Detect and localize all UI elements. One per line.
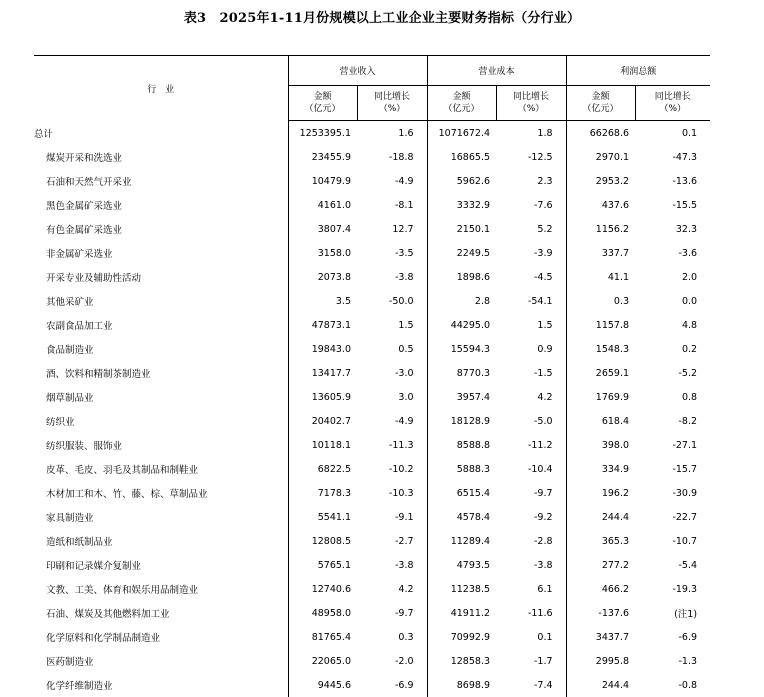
growth-label-line: 同比增长	[636, 91, 711, 103]
industry-name-cell: 医药制造业	[34, 649, 288, 673]
cost-amount-header	[427, 86, 496, 121]
industry-name-cell: 印刷和记录媒介复制业	[34, 553, 288, 577]
cost-cell: 5962.6	[427, 169, 496, 193]
amount-label-line: 金额	[567, 91, 635, 103]
cost-cell: 4793.5	[427, 553, 496, 577]
cost-cell: 2249.5	[427, 241, 496, 265]
table-row	[34, 121, 710, 146]
cost-growth-cell: -9.2	[496, 505, 566, 529]
table-row	[34, 169, 710, 193]
rev-growth-cell: -50.0	[357, 289, 427, 313]
profit-cell: 3437.7	[566, 625, 635, 649]
industry-name-cell: 其他采矿业	[34, 289, 288, 313]
cost-growth-cell: 0.9	[496, 337, 566, 361]
amount-label-line: （亿元）	[428, 103, 496, 115]
rev-growth-cell: -2.0	[357, 649, 427, 673]
cost-cell: 8698.9	[427, 673, 496, 697]
rev-cell: 12740.6	[288, 577, 357, 601]
profit-growth-cell: -0.8	[635, 673, 710, 697]
profit-growth-cell: -3.6	[635, 241, 710, 265]
table-row	[34, 481, 710, 505]
growth-label-line: （%）	[358, 103, 427, 115]
table-row	[34, 145, 710, 169]
table-row	[34, 553, 710, 577]
cost-growth-cell: 6.1	[496, 577, 566, 601]
profit-growth-cell: 32.3	[635, 217, 710, 241]
table-row	[34, 457, 710, 481]
cost-growth-cell: 4.2	[496, 385, 566, 409]
rev-cell: 22065.0	[288, 649, 357, 673]
profit-cell: 196.2	[566, 481, 635, 505]
rev-growth-cell: -9.7	[357, 601, 427, 625]
profit-cell: 0.3	[566, 289, 635, 313]
industry-header: 行 业	[34, 56, 288, 121]
cost-growth-cell: -9.7	[496, 481, 566, 505]
rev-cell: 47873.1	[288, 313, 357, 337]
rev-cell: 48958.0	[288, 601, 357, 625]
table-row	[34, 649, 710, 673]
cost-cell: 11238.5	[427, 577, 496, 601]
rev-growth-cell: -3.8	[357, 553, 427, 577]
rev-cell: 1253395.1	[288, 121, 357, 146]
industry-name-cell: 石油和天然气开采业	[34, 169, 288, 193]
revenue-header: 营业收入	[288, 56, 427, 86]
table-row	[34, 433, 710, 457]
cost-growth-cell: -7.6	[496, 193, 566, 217]
profit-cell: 2659.1	[566, 361, 635, 385]
amount-label-line: （亿元）	[289, 103, 357, 115]
profit-growth-cell: -6.9	[635, 625, 710, 649]
cost-growth-cell: -12.5	[496, 145, 566, 169]
industry-name-cell: 化学纤维制造业	[34, 673, 288, 697]
profit-cell: 2970.1	[566, 145, 635, 169]
table-row	[34, 625, 710, 649]
cost-cell: 44295.0	[427, 313, 496, 337]
profit-cell: 1548.3	[566, 337, 635, 361]
industry-name-cell: 黑色金属矿采选业	[34, 193, 288, 217]
table-row	[34, 289, 710, 313]
cost-cell: 2.8	[427, 289, 496, 313]
rev-cell: 10479.9	[288, 169, 357, 193]
rev-growth-cell: -3.0	[357, 361, 427, 385]
cost-cell: 2150.1	[427, 217, 496, 241]
profit-growth-cell: -47.3	[635, 145, 710, 169]
profit-growth-cell: 0.2	[635, 337, 710, 361]
industry-name-cell: 总计	[34, 121, 288, 146]
cost-cell: 4578.4	[427, 505, 496, 529]
profit-growth-cell: -19.3	[635, 577, 710, 601]
cost-cell: 15594.3	[427, 337, 496, 361]
rev-growth-cell: -10.2	[357, 457, 427, 481]
industry-name-cell: 皮革、毛皮、羽毛及其制品和制鞋业	[34, 457, 288, 481]
profit-cell: 618.4	[566, 409, 635, 433]
rev-growth-cell: 4.2	[357, 577, 427, 601]
rev-cell: 13605.9	[288, 385, 357, 409]
cost-cell: 3957.4	[427, 385, 496, 409]
revenue-amount-header	[288, 86, 357, 121]
rev-growth-cell: -11.3	[357, 433, 427, 457]
cost-cell: 8770.3	[427, 361, 496, 385]
cost-growth-cell: -10.4	[496, 457, 566, 481]
profit-growth-cell: -10.7	[635, 529, 710, 553]
cost-cell: 1071672.4	[427, 121, 496, 146]
cost-growth-cell: 5.2	[496, 217, 566, 241]
rev-cell: 3158.0	[288, 241, 357, 265]
rev-cell: 2073.8	[288, 265, 357, 289]
profit-cell: 66268.6	[566, 121, 635, 146]
profit-cell: 437.6	[566, 193, 635, 217]
cost-growth-cell: -2.8	[496, 529, 566, 553]
cost-cell: 8588.8	[427, 433, 496, 457]
cost-growth-cell: -54.1	[496, 289, 566, 313]
revenue-growth-header	[357, 86, 427, 121]
cost-growth-header	[496, 86, 566, 121]
industry-name-cell: 农副食品加工业	[34, 313, 288, 337]
profit-cell: 398.0	[566, 433, 635, 457]
rev-cell: 9445.6	[288, 673, 357, 697]
rev-cell: 81765.4	[288, 625, 357, 649]
industry-name-cell: 煤炭开采和洗选业	[34, 145, 288, 169]
profit-growth-cell: -30.9	[635, 481, 710, 505]
amount-label-line: （亿元）	[567, 103, 635, 115]
profit-growth-cell: -13.6	[635, 169, 710, 193]
rev-cell: 7178.3	[288, 481, 357, 505]
cost-cell: 11289.4	[427, 529, 496, 553]
industry-name-cell: 非金属矿采选业	[34, 241, 288, 265]
cost-growth-cell: -3.9	[496, 241, 566, 265]
cost-growth-cell: -11.6	[496, 601, 566, 625]
table-row	[34, 361, 710, 385]
profit-cell: 466.2	[566, 577, 635, 601]
rev-growth-cell: -9.1	[357, 505, 427, 529]
profit-growth-cell: -1.3	[635, 649, 710, 673]
rev-cell: 6822.5	[288, 457, 357, 481]
profit-cell: -137.6	[566, 601, 635, 625]
table-row	[34, 241, 710, 265]
table-row	[34, 529, 710, 553]
financial-indicators-table	[34, 55, 710, 697]
cost-cell: 3332.9	[427, 193, 496, 217]
profit-growth-cell: -15.5	[635, 193, 710, 217]
cost-growth-cell: -4.5	[496, 265, 566, 289]
rev-cell: 23455.9	[288, 145, 357, 169]
table-title: 表3 2025年1-11月份规模以上工业企业主要财务指标（分行业）	[0, 7, 764, 26]
profit-growth-cell: -27.1	[635, 433, 710, 457]
growth-label-line: （%）	[497, 103, 566, 115]
cost-cell: 1898.6	[427, 265, 496, 289]
industry-name-cell: 纺织业	[34, 409, 288, 433]
profit-amount-header	[566, 86, 635, 121]
cost-cell: 41911.2	[427, 601, 496, 625]
table-row	[34, 409, 710, 433]
rev-cell: 3807.4	[288, 217, 357, 241]
growth-label-line: 同比增长	[358, 91, 427, 103]
profit-cell: 277.2	[566, 553, 635, 577]
table-row	[34, 601, 710, 625]
industry-name-cell: 木材加工和木、竹、藤、棕、草制品业	[34, 481, 288, 505]
profit-cell: 334.9	[566, 457, 635, 481]
cost-header: 营业成本	[427, 56, 566, 86]
cost-cell: 6515.4	[427, 481, 496, 505]
cost-growth-cell: 2.3	[496, 169, 566, 193]
rev-cell: 20402.7	[288, 409, 357, 433]
profit-growth-header	[635, 86, 710, 121]
industry-name-cell: 纺织服装、服饰业	[34, 433, 288, 457]
rev-growth-cell: -8.1	[357, 193, 427, 217]
industry-name-cell: 文教、工美、体育和娱乐用品制造业	[34, 577, 288, 601]
cost-growth-cell: -1.7	[496, 649, 566, 673]
industry-name-cell: 造纸和纸制品业	[34, 529, 288, 553]
cost-growth-cell: -1.5	[496, 361, 566, 385]
rev-growth-cell: -10.3	[357, 481, 427, 505]
cost-growth-cell: 1.8	[496, 121, 566, 146]
table-row	[34, 193, 710, 217]
table-row	[34, 337, 710, 361]
cost-cell: 16865.5	[427, 145, 496, 169]
cost-cell: 12858.3	[427, 649, 496, 673]
industry-name-cell: 石油、煤炭及其他燃料加工业	[34, 601, 288, 625]
table-body	[34, 121, 710, 697]
profit-cell: 244.4	[566, 673, 635, 697]
profit-cell: 1157.8	[566, 313, 635, 337]
profit-cell: 1769.9	[566, 385, 635, 409]
rev-growth-cell: -2.7	[357, 529, 427, 553]
cost-growth-cell: -11.2	[496, 433, 566, 457]
rev-cell: 12808.5	[288, 529, 357, 553]
rev-growth-cell: 12.7	[357, 217, 427, 241]
amount-label-line: 金额	[428, 91, 496, 103]
industry-name-cell: 酒、饮料和精制茶制造业	[34, 361, 288, 385]
cost-growth-cell: 0.1	[496, 625, 566, 649]
rev-growth-cell: 1.5	[357, 313, 427, 337]
profit-growth-cell: 0.8	[635, 385, 710, 409]
rev-growth-cell: -18.8	[357, 145, 427, 169]
cost-growth-cell: -3.8	[496, 553, 566, 577]
profit-growth-cell: 0.1	[635, 121, 710, 146]
profit-growth-cell: 4.8	[635, 313, 710, 337]
table-row	[34, 673, 710, 697]
rev-cell: 4161.0	[288, 193, 357, 217]
profit-header: 利润总额	[566, 56, 710, 86]
profit-cell: 1156.2	[566, 217, 635, 241]
profit-growth-cell: -22.7	[635, 505, 710, 529]
rev-growth-cell: -4.9	[357, 409, 427, 433]
profit-growth-cell: -5.4	[635, 553, 710, 577]
rev-cell: 5765.1	[288, 553, 357, 577]
profit-cell: 244.4	[566, 505, 635, 529]
rev-cell: 10118.1	[288, 433, 357, 457]
rev-growth-cell: -4.9	[357, 169, 427, 193]
profit-cell: 337.7	[566, 241, 635, 265]
profit-growth-cell: (注1)	[635, 601, 710, 625]
industry-name-cell: 烟草制品业	[34, 385, 288, 409]
growth-label-line: 同比增长	[497, 91, 566, 103]
profit-cell: 41.1	[566, 265, 635, 289]
profit-growth-cell: -15.7	[635, 457, 710, 481]
profit-growth-cell: 2.0	[635, 265, 710, 289]
rev-cell: 3.5	[288, 289, 357, 313]
rev-growth-cell: -6.9	[357, 673, 427, 697]
profit-growth-cell: -8.2	[635, 409, 710, 433]
rev-cell: 5541.1	[288, 505, 357, 529]
rev-growth-cell: 0.3	[357, 625, 427, 649]
cost-growth-cell: -5.0	[496, 409, 566, 433]
table-row	[34, 313, 710, 337]
profit-cell: 365.3	[566, 529, 635, 553]
cost-cell: 5888.3	[427, 457, 496, 481]
industry-name-cell: 开采专业及辅助性活动	[34, 265, 288, 289]
table-row	[34, 505, 710, 529]
table-row	[34, 217, 710, 241]
table-row	[34, 265, 710, 289]
cost-cell: 70992.9	[427, 625, 496, 649]
rev-growth-cell: -3.8	[357, 265, 427, 289]
profit-cell: 2995.8	[566, 649, 635, 673]
profit-cell: 2953.2	[566, 169, 635, 193]
cost-growth-cell: 1.5	[496, 313, 566, 337]
rev-growth-cell: -3.5	[357, 241, 427, 265]
rev-growth-cell: 1.6	[357, 121, 427, 146]
industry-name-cell: 家具制造业	[34, 505, 288, 529]
profit-growth-cell: -5.2	[635, 361, 710, 385]
industry-name-cell: 有色金属矿采选业	[34, 217, 288, 241]
rev-growth-cell: 0.5	[357, 337, 427, 361]
table-row	[34, 577, 710, 601]
industry-name-cell: 食品制造业	[34, 337, 288, 361]
cost-cell: 18128.9	[427, 409, 496, 433]
amount-label-line: 金额	[289, 91, 357, 103]
rev-cell: 19843.0	[288, 337, 357, 361]
rev-cell: 13417.7	[288, 361, 357, 385]
table-row	[34, 385, 710, 409]
cost-growth-cell: -7.4	[496, 673, 566, 697]
growth-label-line: （%）	[636, 103, 711, 115]
profit-growth-cell: 0.0	[635, 289, 710, 313]
rev-growth-cell: 3.0	[357, 385, 427, 409]
industry-name-cell: 化学原料和化学制品制造业	[34, 625, 288, 649]
